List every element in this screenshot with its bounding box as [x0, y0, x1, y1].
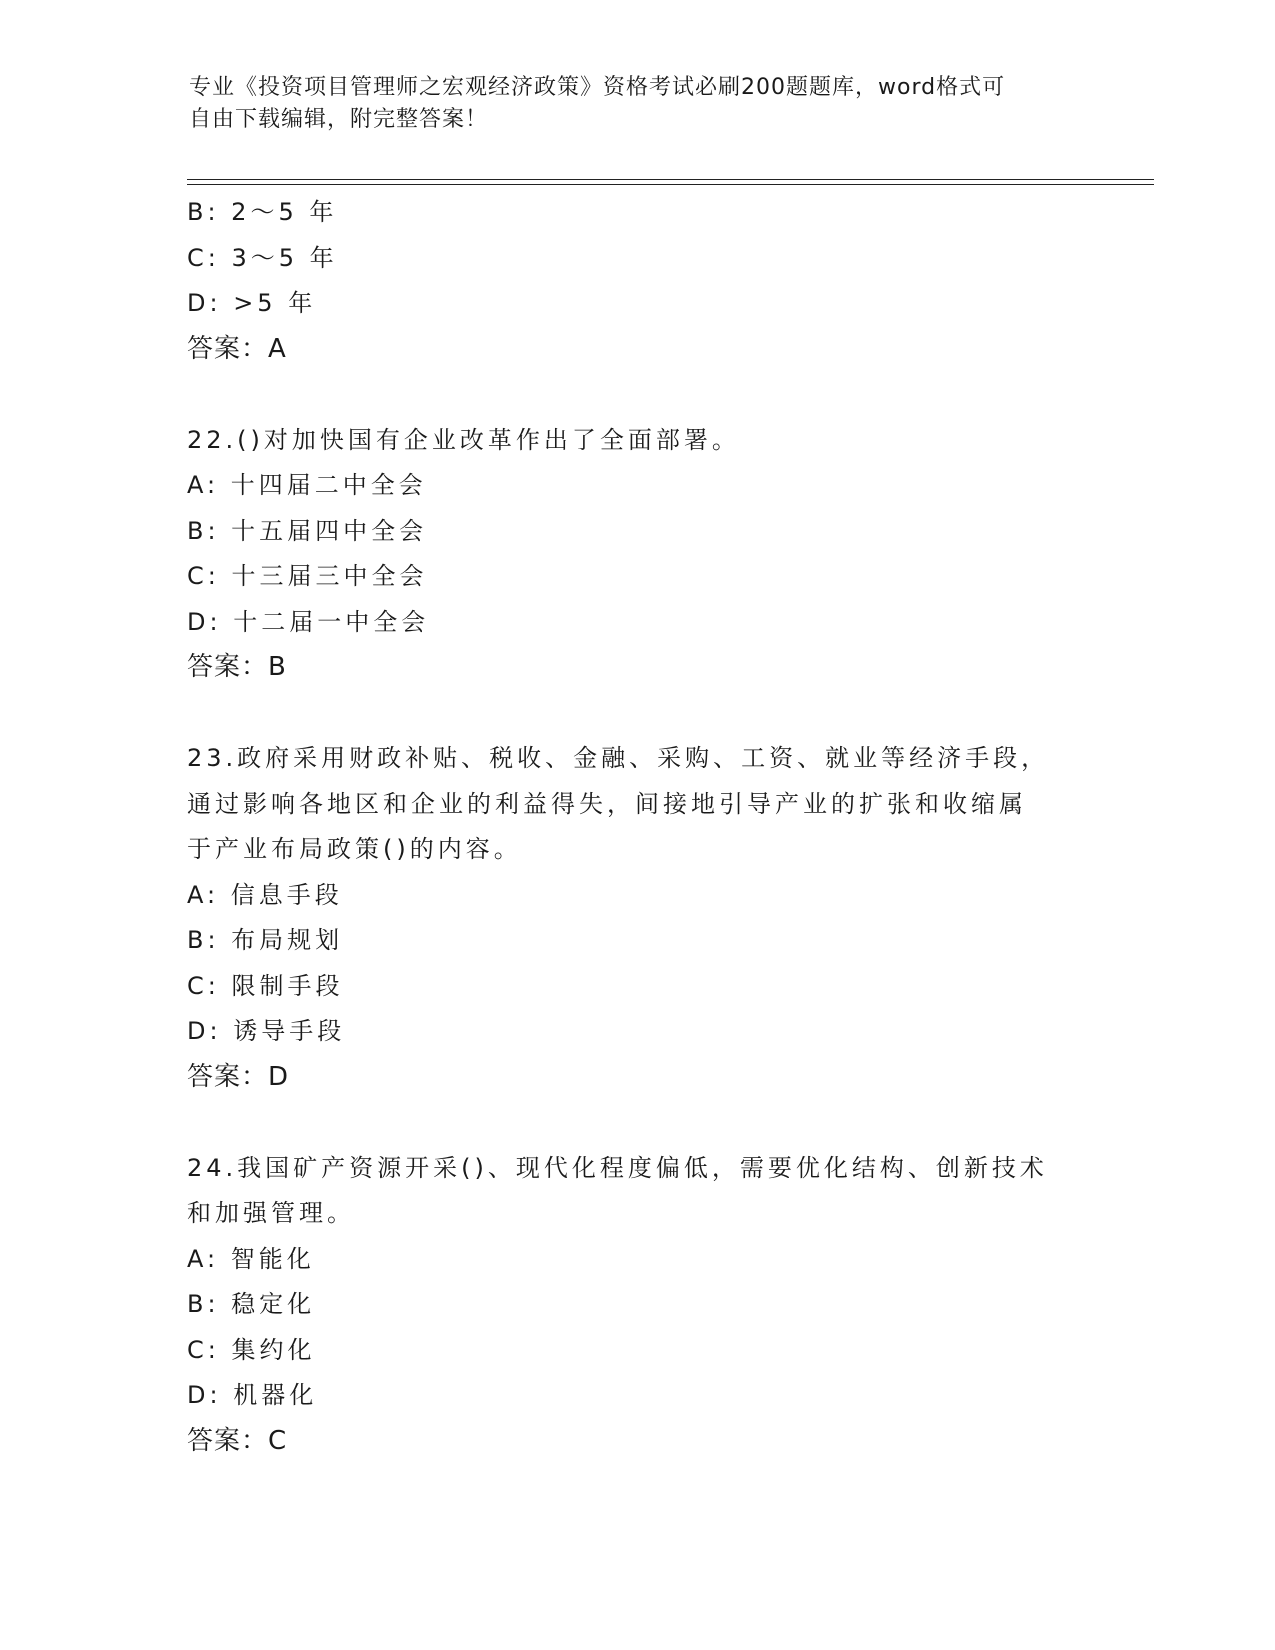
option-a: A: 十四届二中全会 — [187, 471, 427, 499]
spacer — [187, 372, 1087, 418]
option-c: C: 集约化 — [187, 1335, 316, 1364]
header-divider-top — [187, 179, 1154, 180]
question-stem-line-3: 于产业布局政策()的内容。 — [187, 835, 522, 863]
option-d: D: 机器化 — [187, 1381, 318, 1409]
question-stem-line-1: 24.我国矿产资源开采()、现代化程度偏低，需要优化结构、创新技术 — [187, 1153, 1048, 1182]
spacer — [187, 691, 1087, 737]
option-a: A: 信息手段 — [187, 880, 343, 909]
option-b: B: 布局规划 — [187, 926, 344, 954]
question-stem-line-2: 通过影响各地区和企业的利益得失，间接地引导产业的扩张和收缩属 — [187, 789, 1027, 818]
option-c: C: 3～5 年 — [187, 243, 338, 272]
question-block-23 — [187, 736, 1087, 1100]
option-d: D: 十二届一中全会 — [187, 607, 430, 636]
option-b: B: 2～5 年 — [187, 198, 338, 226]
spacer — [187, 1100, 1087, 1146]
option-d: D: 诱导手段 — [187, 1017, 346, 1045]
header-title-line-2: 自由下载编辑，附完整答案！ — [189, 107, 489, 132]
question-block-24 — [187, 1146, 1087, 1465]
question-block-22 — [187, 418, 1087, 691]
question-block-continued — [187, 190, 1087, 372]
option-b: B: 稳定化 — [187, 1290, 316, 1318]
header-divider-bottom — [187, 184, 1154, 185]
question-stem-line-2: 和加强管理。 — [187, 1199, 355, 1227]
document-header — [189, 72, 1069, 136]
option-c: C: 限制手段 — [187, 971, 344, 1000]
question-stem-line-1: 23.政府采用财政补贴、税收、金融、采购、工资、就业等经济手段， — [187, 744, 1050, 772]
answer-line: 答案：C — [187, 1425, 288, 1456]
option-a: A: 智能化 — [187, 1244, 315, 1273]
answer-line: 答案：B — [187, 652, 287, 682]
question-stem: 22.()对加快国有企业改革作出了全面部署。 — [187, 425, 740, 454]
answer-line: 答案：D — [187, 1061, 290, 1092]
header-title-line-1: 专业《投资项目管理师之宏观经济政策》资格考试必刷200题题库，word格式可 — [189, 75, 1006, 100]
option-d: D: >5 年 — [187, 289, 317, 317]
question-list — [187, 190, 1087, 1464]
option-b: B: 十五届四中全会 — [187, 516, 428, 545]
option-c: C: 十三届三中全会 — [187, 562, 428, 590]
answer-line: 答案：A — [187, 333, 287, 364]
